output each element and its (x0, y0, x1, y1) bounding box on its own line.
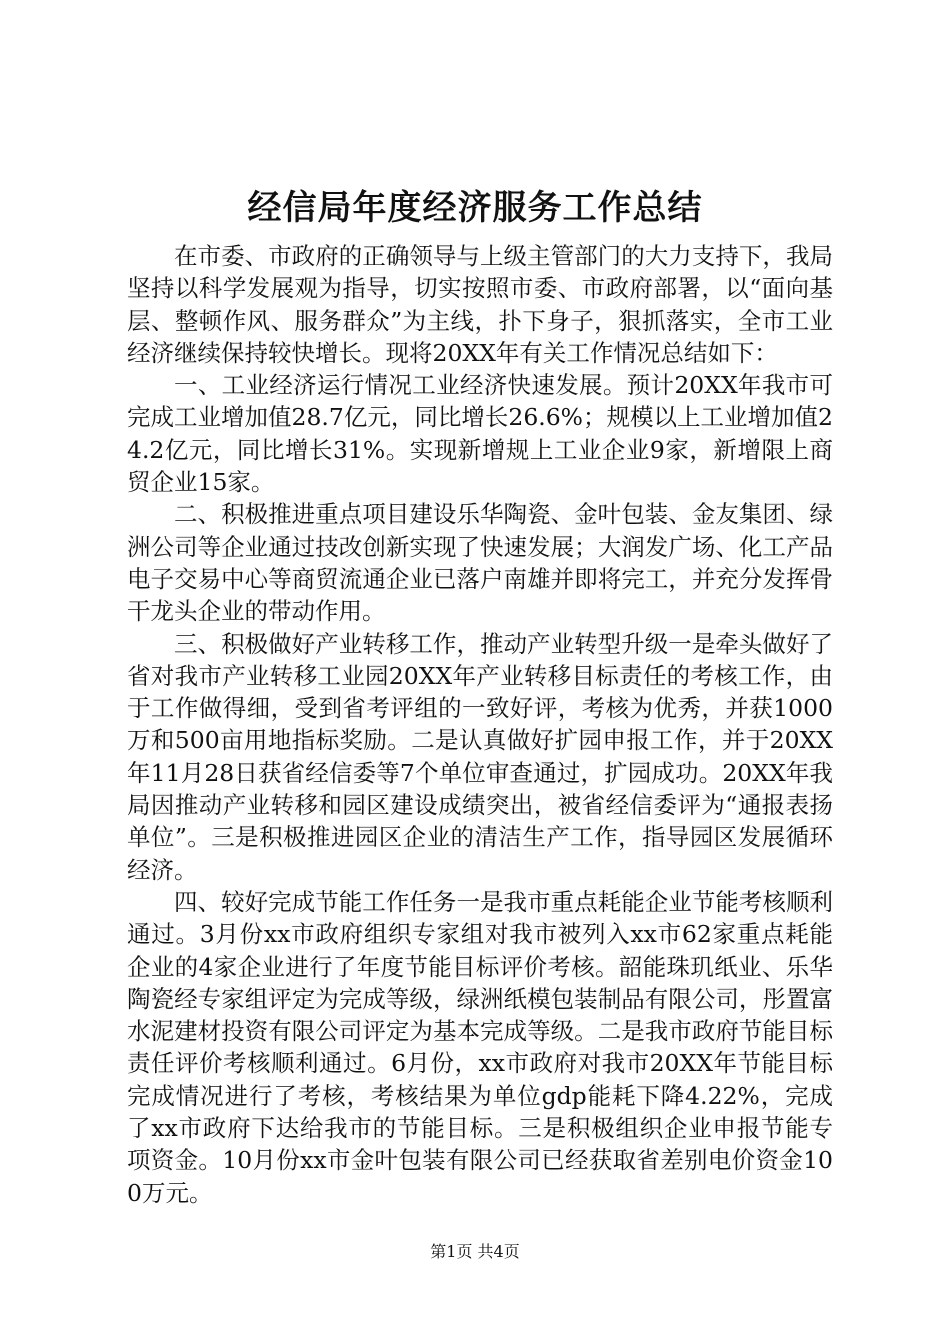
paragraph-intro: 在市委、市政府的正确领导与上级主管部门的大力支持下，我局坚持以科学发展观为指导，切实按照市委、市政府部署，以“面向基层、整顿作风、服务群众”为主线，扑下身子，狠抓落实，全市工业经济继续保持较快增长。现将20XX年有关工作情况总结如下： (127, 242, 833, 367)
page-footer: 第1页 共4页 (430, 1242, 520, 1261)
document-title: 经信局年度经济服务工作总结 (247, 188, 703, 228)
document-body (127, 240, 833, 1209)
paragraph-section-4: 四、较好完成节能工作任务一是我市重点耗能企业节能考核顺利通过。3月份xx市政府组织专家组对我市被列入xx市62家重点耗能企业的4家企业进行了年度节能目标评价考核。韶能珠玑纸业、乐华陶瓷经专家组评定为完成等级，绿洲纸模包装制品有限公司，彤置富水泥建材投资有限公司评定为基本完成等级。二是我市政府节能目标责任评价考核顺利通过。6月份，xx市政府对我市20XX年节能目标完成情况进行了考核，考核结果为单位gdp能耗下降4.22%，完成了xx市政府下达给我市的节能目标。三是积极组织企业申报节能专项资金。10月份xx市金叶包装有限公司已经获取省差别电价资金100万元。 (127, 887, 833, 1207)
paragraph-section-2: 二、积极推进重点项目建设乐华陶瓷、金叶包装、金友集团、绿洲公司等企业通过技改创新实现了快速发展；大润发广场、化工产品电子交易中心等商贸流通企业已落户南雄并即将完工，并充分发挥骨干龙头企业的带动作用。 (127, 500, 833, 626)
paragraph-section-3: 三、积极做好产业转移工作，推动产业转型升级一是牵头做好了省对我市产业转移工业园20XX年产业转移目标责任的考核工作，由于工作做得细，受到省考评组的一致好评，考核为优秀，并获1000万和500亩用地指标奖励。二是认真做好扩园申报工作，并于20XX年11月28日获省经信委等7个单位审查通过，扩园成功。20XX年我局因推动产业转移和园区建设成绩突出，被省经信委评为“通报表扬单位”。三是积极推进园区企业的清洁生产工作，指导园区发展循环经济。 (127, 629, 833, 884)
paragraph-section-1: 一、工业经济运行情况工业经济快速发展。预计20XX年我市可完成工业增加值28.7亿元，同比增长26.6%；规模以上工业增加值24.2亿元，同比增长31%。实现新增规上工业企业9家，新增限上商贸企业15家。 (127, 371, 833, 497)
